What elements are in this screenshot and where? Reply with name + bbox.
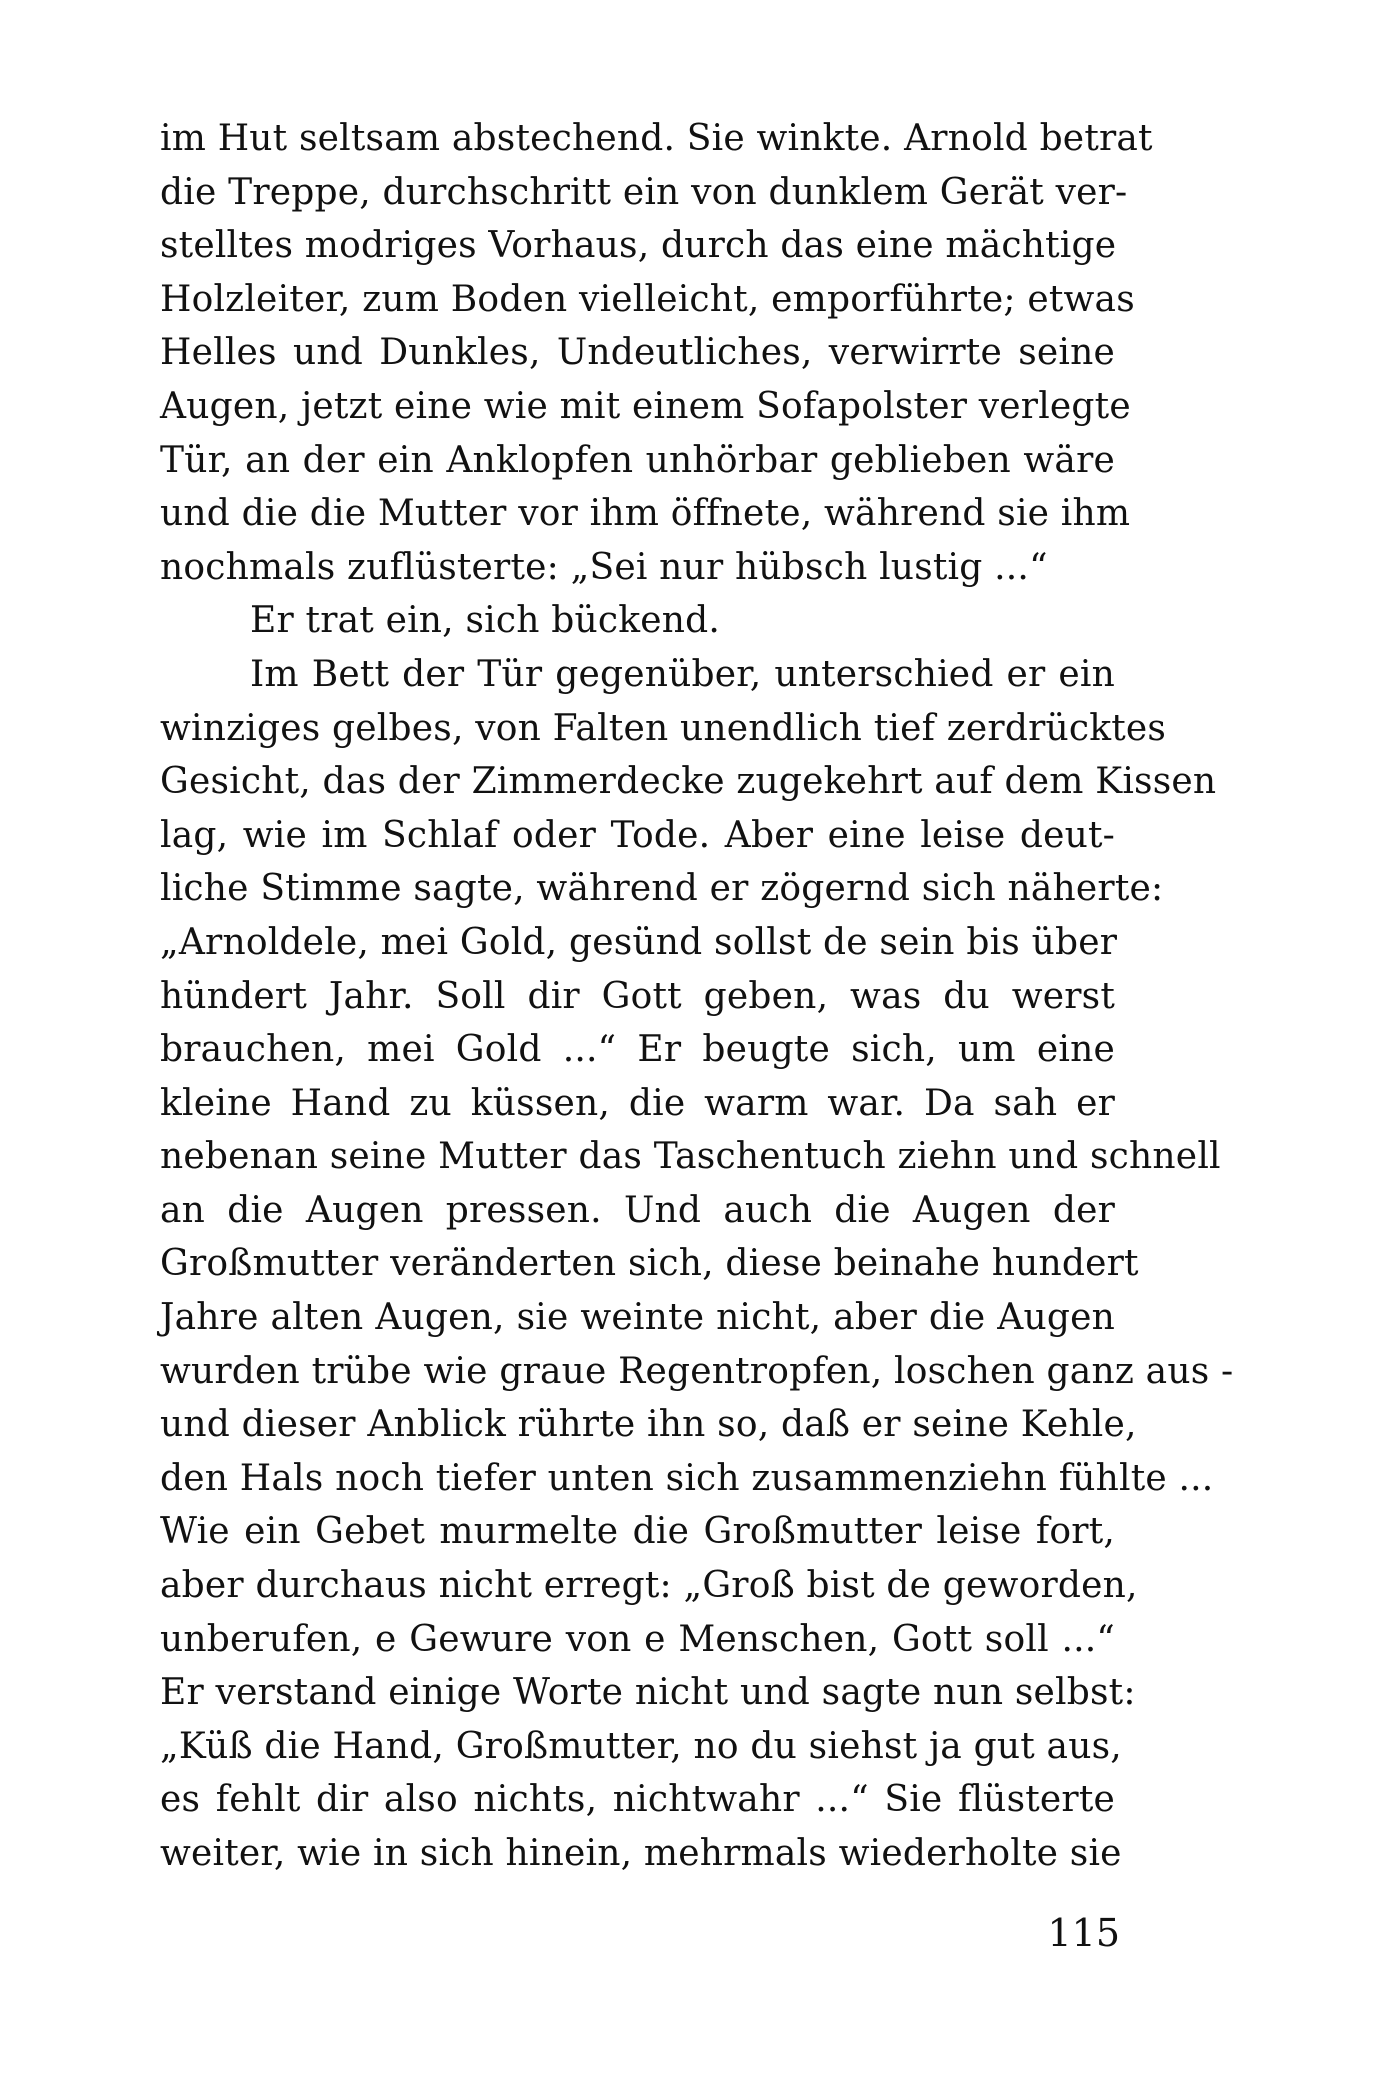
text-line: liche Stimme sagte, während er zögernd sich näherte: — [160, 868, 1164, 910]
text-line: winziges gelbes, von Falten unendlich tief zerdrücktes — [160, 707, 1167, 749]
text-line: und die die Mutter vor ihm öffnete, während sie ihm — [160, 493, 1131, 535]
text-line: „Arnoldele, mei Gold, gesünd sollst de sein bis über — [160, 921, 1118, 963]
text-line: „Küß die Hand, Großmutter, no du siehst ja gut aus, — [160, 1725, 1122, 1767]
text-line: Holzleiter, zum Boden vielleicht, emporführte; etwas — [160, 278, 1135, 320]
text-line: im Hut seltsam abstechend. Sie winkte. Arnold betrat — [160, 118, 1153, 159]
text-line: lag, wie im Schlaf oder Tode. Aber eine leise deut- — [160, 814, 1115, 856]
text-line: Tür, an der ein Anklopfen unhörbar geblieben wäre — [160, 439, 1115, 481]
text-line: Helles und Dunkles, Undeutliches, verwirrte seine — [160, 332, 1115, 374]
text-line: die Treppe, durchschritt ein von dunklem Gerät ver- — [160, 171, 1128, 213]
page-number: 115 — [1047, 1911, 1120, 1955]
text-line: es fehlt dir also nichts, nichtwahr ...“ Sie flüsterte — [160, 1779, 1115, 1821]
text-line: und dieser Anblick rührte ihn so, daß er seine Kehle, — [160, 1404, 1137, 1446]
text-line: kleine Hand zu küssen, die warm war. Da sah er — [160, 1082, 1115, 1124]
text-line: Er verstand einige Worte nicht und sagte nun selbst: — [160, 1672, 1136, 1714]
text-line: hündert Jahr. Soll dir Gott geben, was du werst — [160, 975, 1115, 1017]
text-line: an die Augen pressen. Und auch die Augen der — [160, 1189, 1115, 1231]
text-line: Im Bett der Tür gegenüber, unterschied er ein — [250, 653, 1115, 695]
text-line: Gesicht, das der Zimmerdecke zugekehrt auf dem Kissen — [160, 761, 1217, 803]
text-line: Wie ein Gebet murmelte die Großmutter leise fort, — [160, 1511, 1115, 1553]
text-line: Augen, jetzt eine wie mit einem Sofapolster verlegte — [160, 385, 1131, 427]
text-line: Er trat ein, sich bückend. — [250, 600, 721, 642]
text-line: den Hals noch tiefer unten sich zusammenziehn fühlte ... — [160, 1457, 1214, 1499]
text-line: wurden trübe wie graue Regentropfen, loschen ganz aus - — [160, 1350, 1234, 1392]
text-line: nochmals zuflüsterte: „Sei nur hübsch lustig ...“ — [160, 546, 1048, 588]
text-line: weiter, wie in sich hinein, mehrmals wiederholte sie — [160, 1833, 1122, 1874]
text-line: aber durchaus nicht erregt: „Groß bist de geworden, — [160, 1565, 1138, 1607]
text-line: brauchen, mei Gold ...“ Er beugte sich, um eine — [160, 1029, 1115, 1071]
text-line: Jahre alten Augen, sie weinte nicht, aber die Augen — [160, 1297, 1115, 1339]
text-line: Großmutter veränderten sich, diese beinahe hundert — [160, 1243, 1139, 1285]
text-line: nebenan seine Mutter das Taschentuch ziehn und schnell — [160, 1136, 1221, 1178]
body-text — [160, 112, 1234, 1881]
text-line: unberufen, e Gewure von e Menschen, Gott soll ...“ — [160, 1618, 1115, 1660]
text-line: stelltes modriges Vorhaus, durch das eine mächtige — [160, 225, 1117, 267]
